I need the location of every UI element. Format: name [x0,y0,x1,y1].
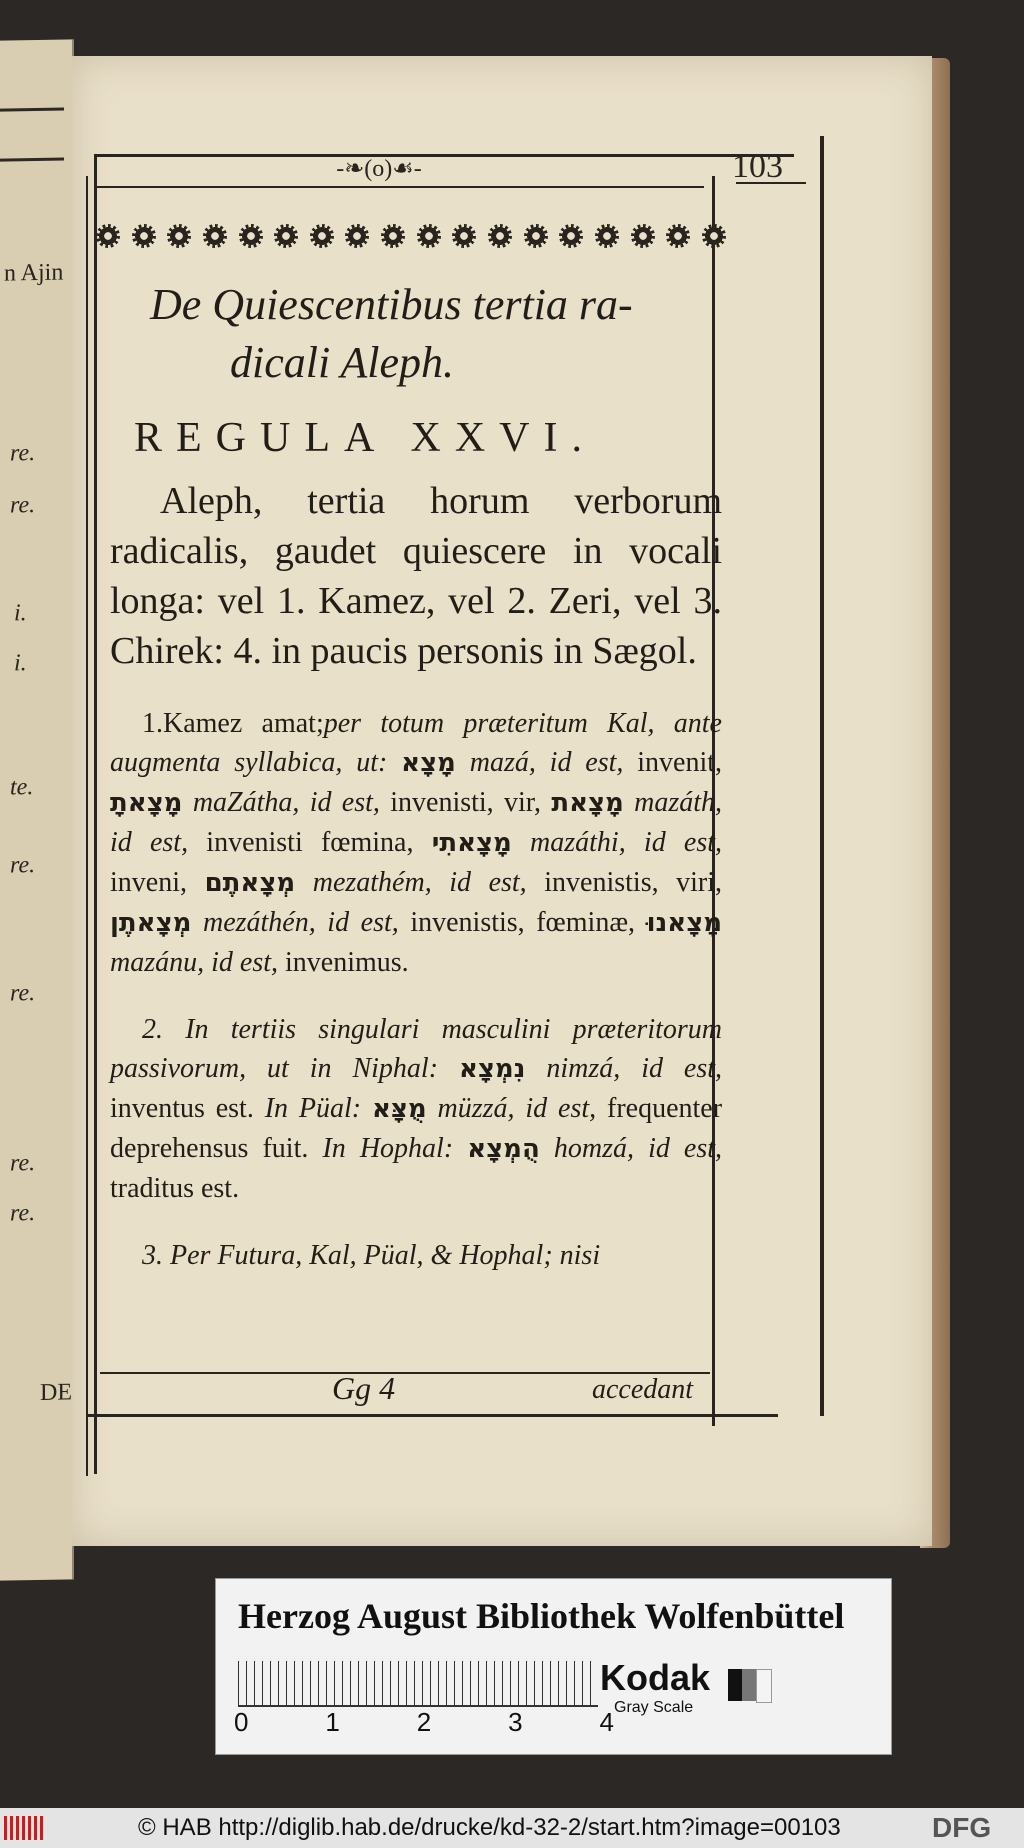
flower-ornament-icon [381,224,405,248]
left-page-text: re. [10,1200,36,1227]
book-page [72,56,932,1546]
swatch [742,1669,756,1701]
flower-ornament-icon [239,224,263,248]
ruler-number: 3 [508,1707,523,1737]
left-page-text: re. [10,492,36,519]
para-text: mezáthén, id est, [202,907,399,938]
ruler-number: 4 [599,1707,614,1737]
ruler-number: 2 [416,1707,432,1737]
hebrew-word: מָצָא [401,748,456,778]
hebrew-word: מְצָאתֶן [110,908,192,938]
hebrew-word: נִמְצָא [458,1054,526,1084]
flower-ornament-icon [702,224,726,248]
para-text: nimzá, id est, [546,1053,723,1084]
footer-rule [88,1414,778,1417]
left-page-text: DE [40,1379,72,1406]
flower-ornament-icon [167,224,191,248]
hebrew-word: מָצָאת [551,788,624,818]
frame-right-rule [820,136,824,1416]
left-page-text: re. [10,852,36,879]
para-text: müzzá, id est, [437,1093,597,1124]
flower-ornament-icon [345,224,369,248]
library-name: Herzog August Bibliothek Wolfenbüttel [238,1596,845,1636]
dfg-logo: DFG [932,1812,992,1843]
paragraph-1 [110,704,722,982]
hebrew-word: מָצָאנוּ [646,908,723,938]
para-text: mazánu, id est, [110,947,278,978]
flower-ornament-icon [666,224,690,248]
flower-ornament-icon [310,224,334,248]
paragraph-3: 3. Per Futura, Kal, Püal, & Hophal; nisi [142,1240,601,1271]
kodak-logo: Kodak [600,1657,711,1698]
swatch [756,1669,772,1703]
left-page-rule [0,108,64,112]
para-text: homzá, id est, [553,1133,723,1164]
flower-ornament-icon [595,224,619,248]
flower-ornament-icon [559,224,583,248]
scale-ruler [238,1661,598,1707]
gray-scale-label: Gray Scale [614,1699,694,1716]
hebrew-word: מָצָאתָ [110,788,183,818]
para-text: per totum præteritum Kal, ante augmenta syllabica, ut: [110,708,722,778]
frame-left-rule [94,154,97,1474]
left-page-text: i. [14,600,27,627]
color-target-card [215,1578,892,1755]
flower-ornament-icon [524,224,548,248]
hebrew-word: מָצָאתִי [431,828,512,858]
para-text: inveni, [110,867,187,898]
ruler-number: 1 [325,1707,340,1737]
page-number: 103 [732,148,783,185]
para-text: invenistis, viri, [544,867,723,898]
para-text: mezathém, id est, [312,867,527,898]
hebrew-word: מְצָאתֶם [204,868,296,898]
para-text: mazáth, id est, [110,787,723,858]
para-text: In Püal: [264,1093,362,1124]
hebrew-word: מֻצָּא [371,1094,427,1124]
signature-mark: Gg 4 [332,1370,396,1406]
flower-ornament-icon [631,224,655,248]
title-line: De Quiescentibus tertia ra- [150,280,633,329]
left-page-text: i. [14,650,27,677]
left-page-text: re. [10,1150,36,1177]
flower-ornament-icon [96,224,120,248]
flower-ornament-icon [203,224,227,248]
left-page-text: re. [10,980,36,1007]
left-page-text: n Ajin [4,259,64,287]
gray-swatches [728,1669,772,1703]
frame-left-rule [86,176,88,1476]
hab-logo-icon [4,1816,46,1840]
ruler-number: 0 [234,1707,249,1737]
para-text: invenit, [637,747,723,778]
left-page-text: te. [10,774,34,801]
title-line: dicali Aleph. [230,338,455,387]
para-text: invenimus. [285,947,409,978]
ruler-numbers [234,1707,614,1738]
para-text: inventus est. [110,1093,254,1124]
section-title [110,276,722,392]
flower-border [96,216,726,256]
footer-bar [0,1808,1024,1848]
para-text: mazáthi, id est, [530,827,722,858]
left-page-rule [0,158,64,162]
flower-ornament-icon [452,224,476,248]
para-text: frequenter deprehensus fuit. [110,1093,723,1164]
catchword: accedant [592,1374,694,1405]
para-text: invenisti fœmina, [206,827,414,858]
intro-paragraph: Aleph, tertia horum verborum radicalis, gaudet quiescere in vocali longa: vel 1. Kamez, vel 2. Zeri, vel 3. Chirek: 4. in paucis personis in Sægol. [110,480,722,672]
paragraph-2 [110,1010,722,1208]
para-text: mazá, id est, [469,747,624,778]
hebrew-word: הֻמְצָא [467,1134,540,1164]
header-rule [94,186,704,188]
para-text: 2. In tertiis singulari masculini præteritorum passivorum, ut in Niphal: [110,1014,722,1084]
flower-ornament-icon [488,224,512,248]
flower-ornament-icon [132,224,156,248]
para-text: traditus est. [110,1173,240,1204]
page-text [110,266,722,1275]
para-text: invenisti, vir, [390,787,541,818]
para-text: maZátha, id est, [192,787,380,818]
left-page-fragment [0,39,74,1580]
header-rule [94,154,794,157]
para-text: In Hophal: [322,1133,454,1164]
flower-ornament-icon [274,224,298,248]
para-text: invenistis, fœminæ, [410,907,636,938]
rule-heading: REGULA XXVI. [134,415,596,461]
left-page-text: re. [10,440,36,467]
flower-ornament-icon [417,224,441,248]
para-text: 1.Kamez amat; [142,708,324,739]
copyright-link[interactable]: © HAB http://diglib.hab.de/drucke/kd-32-2/start.htm?image=00103 [138,1814,841,1841]
header-ornament: -❧(o)☙- [336,156,422,182]
swatch [728,1669,742,1701]
